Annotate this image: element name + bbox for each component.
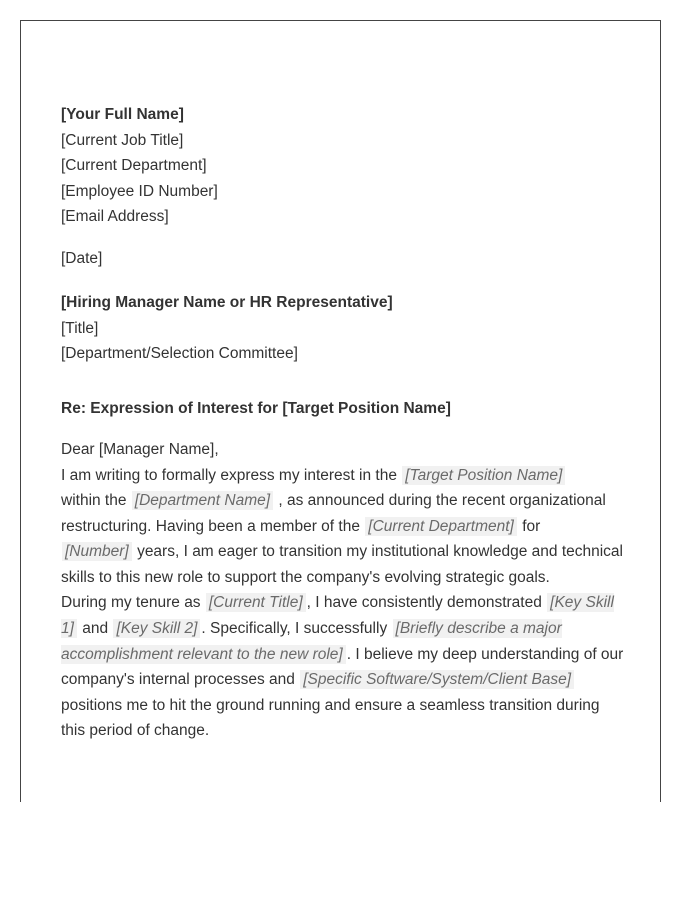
recipient-name: [Hiring Manager Name or HR Representative] [61,294,393,311]
paragraph-text: I am writing to formally express my interest in the [61,466,397,484]
paragraph-text: and [82,620,109,638]
date-block [61,246,626,272]
paragraph-text: within the [61,492,127,510]
paragraph-text: , as announced during the recent organizational restructuring. Having been a member of the [61,492,606,535]
paragraph-text: for [522,517,541,535]
placeholder-department-name: [Department Name] [132,491,273,510]
placeholder-accomplishment: [Briefly describe a major accomplishment relevant to the new role] [61,620,562,663]
placeholder-target-position: [Target Position Name] [402,466,565,485]
sender-job-title: [Current Job Title] [61,131,184,149]
letter-body [61,102,626,744]
sender-full-name: [Your Full Name] [61,106,184,123]
subject-block [61,396,626,422]
paragraph-text: positions me to hit the ground running and ensure a seamless transition during this period of change. [61,696,600,740]
recipient-department: [Department/Selection Committee] [61,345,298,362]
paragraph-text: years, I am eager to transition my institutional knowledge and technical skills to this new role to support the company's evolving strategic goals. [61,543,623,586]
placeholder-number: [Number] [62,542,132,561]
placeholder-current-title: [Current Title] [206,593,306,612]
sender-email: [Email Address] [61,208,169,225]
paragraph-text: During my tenure as [61,594,201,612]
letter-date: [Date] [61,249,103,267]
salutation: Dear [Manager Name], [61,441,219,458]
placeholder-software-system: [Specific Software/System/Client Base] [300,670,574,689]
placeholder-key-skill-2: [Key Skill 2] [113,619,200,638]
paragraph-qualifications [61,590,626,744]
sender-employee-id: [Employee ID Number] [61,182,218,200]
paragraph-text: . I believe my deep understanding of our company's internal processes and [61,645,624,689]
recipient-title: [Title] [61,319,99,337]
sender-block [61,102,626,230]
recipient-block [61,290,626,367]
sender-department: [Current Department] [61,157,207,174]
paragraph-interest [61,463,626,591]
placeholder-key-skill-1: [Key Skill 1] [61,594,614,638]
salutation-block [61,437,626,463]
paragraph-text: , I have consistently demonstrated [306,594,542,612]
placeholder-current-department: [Current Department] [365,517,517,536]
subject-line: Re: Expression of Interest for [Target Position Name] [61,399,451,417]
document-page [20,20,661,802]
paragraph-text: . Specifically, I successfully [201,620,388,638]
